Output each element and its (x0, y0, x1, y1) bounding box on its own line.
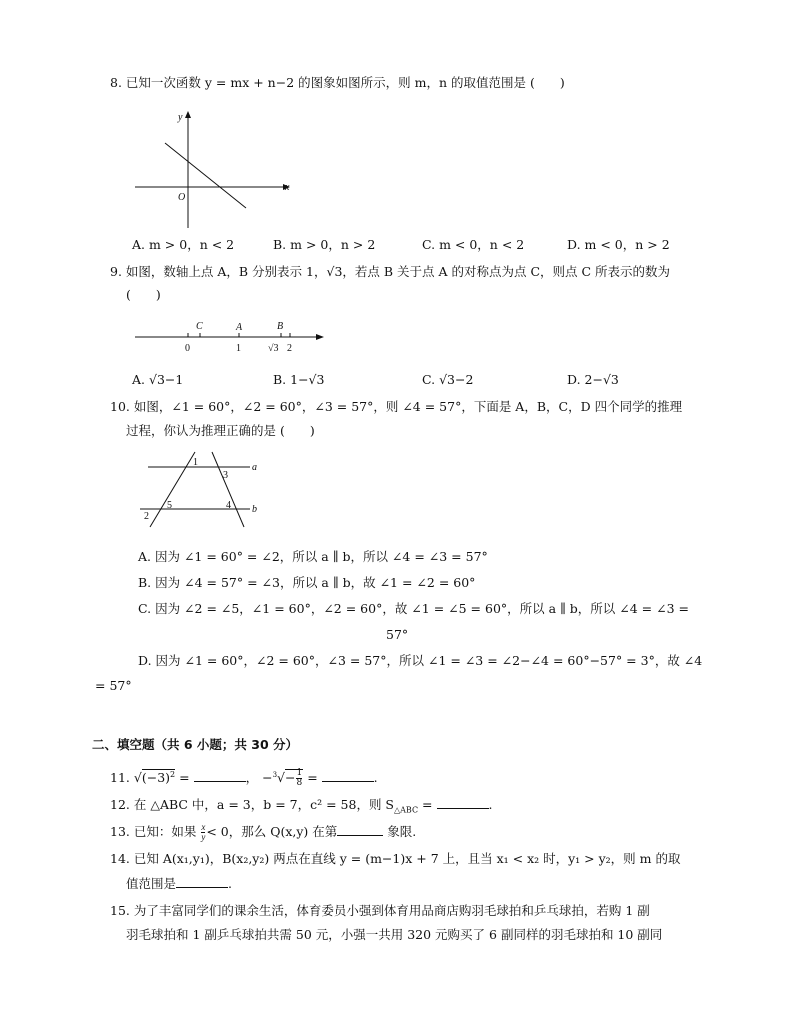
q12 (110, 795, 493, 820)
q10-stem-line2: 过程，你认为推理正确的是 ( ) (126, 423, 315, 438)
q8-option-b: B. m > 0，n > 2 (273, 237, 376, 252)
q10-stem-line1: 10. 如图，∠1 = 60°，∠2 = 60°，∠3 = 57°，则 ∠4 = 57°，下面是 A，B，C，D 四个同学的推理 (110, 399, 683, 414)
q10-right-transversal (212, 452, 244, 527)
q10-option-d-line2: = 57° (95, 678, 132, 693)
q9-paren: ( ) (126, 287, 161, 302)
q8-option-c: C. m < 0，n < 2 (422, 237, 525, 252)
q13 (110, 822, 416, 842)
q11-frac-den: 8 (296, 778, 303, 789)
q11-radicand (142, 769, 175, 785)
q10-angle-4: 4 (226, 500, 231, 511)
q11-root-index: 3 (272, 771, 278, 779)
q12-sub: △ABC (394, 805, 419, 815)
q12-eq: = (418, 797, 433, 812)
q9-c-label: C (196, 321, 203, 332)
q9-option-c: C. √3−2 (422, 372, 474, 387)
q9-a-label: A (236, 322, 243, 333)
q9-option-a: A. √3−1 (132, 372, 184, 387)
q8-origin-label: O (178, 192, 186, 203)
q10-left-transversal (150, 452, 195, 527)
q9-option-d: D. 2−√3 (567, 372, 619, 387)
q11-blank-2[interactable] (322, 768, 374, 782)
q11-number: 11. (110, 770, 130, 786)
q9-label-2: 2 (287, 343, 292, 354)
q10-label-b: b (252, 504, 257, 515)
q11-base: (−3) (141, 770, 171, 786)
q10-angle-2: 2 (144, 511, 149, 522)
q14-blank[interactable] (176, 874, 228, 888)
q8-stem: 8. 已知一次函数 y = mx + n−2 的图象如图所示，则 m，n 的取值范围是 ( ) (110, 75, 565, 90)
q11-exponent: 2 (170, 770, 176, 779)
q13-pre: 13. 已知：如果 (110, 824, 197, 839)
q14-line1: 14. 已知 A(x₁,y₁)，B(x₂,y₂) 两点在直线 y = (m−1)x + 7 上，且当 x₁ < x₂ 时，y₁ > y₂，则 m 的取 (110, 851, 681, 866)
q13-mid: < 0，那么 Q(x,y) 在第 (206, 824, 338, 839)
q10-angle-1: 1 (193, 457, 198, 468)
q13-frac-num: x (201, 822, 206, 832)
q9-label-1: 1 (236, 343, 241, 354)
q10-angle-5: 5 (167, 500, 172, 511)
q11-end: . (373, 770, 378, 786)
q10-option-d-line1: D. 因为 ∠1 = 60°，∠2 = 60°，∠3 = 57°，所以 ∠1 = ∠3 = ∠2−∠4 = 60°−57° = 3°，故 ∠4 (138, 653, 703, 668)
q11-cbrt-radicand: − $\frac{1}{8}$ (285, 768, 303, 789)
q9-option-b: B. 1−√3 (273, 372, 325, 387)
q13-fraction (201, 823, 205, 842)
q8-y-label: y (178, 112, 183, 123)
q13-frac-den: y (201, 832, 206, 842)
q11-eq-1: = (179, 770, 190, 786)
q10-option-c-line2: 57° (386, 627, 409, 642)
q12-blank[interactable] (437, 795, 489, 809)
q10-option-c-line1: C. 因为 ∠2 = ∠5，∠1 = 60°，∠2 = 60°，故 ∠1 = ∠5 = 60°，所以 a ∥ b，所以 ∠4 = ∠3 = (138, 601, 689, 616)
q8-x-label: x (285, 182, 290, 193)
q11-neg: − (262, 770, 273, 786)
q9-label-sqrt3: √3 (268, 343, 279, 354)
q14-line2-pre: 值范围是 (126, 876, 177, 891)
q11-sqrt-sign: √ (133, 770, 142, 786)
q8-option-a: A. m > 0，n < 2 (132, 237, 235, 252)
q11-fraction (296, 769, 302, 788)
q11-frac-num: 1 (296, 768, 303, 779)
q11-blank-1[interactable] (194, 768, 246, 782)
q11-sep: ， (245, 770, 259, 786)
q11-cbrt-sign: √ (277, 770, 285, 786)
q13-blank[interactable] (337, 822, 383, 836)
q10-label-a: a (252, 462, 257, 473)
q14-line2-post: . (228, 876, 232, 891)
q11-eq-2: = (307, 770, 318, 786)
q12-end: . (488, 797, 493, 812)
q13-post: 象限. (387, 824, 417, 839)
q8-option-d: D. m < 0，n > 2 (567, 237, 670, 252)
q15-line2: 羽毛球拍和 1 副乒乓球拍共需 50 元，小强一共用 320 元购买了 6 副同样的羽毛球拍和 10 副同 (126, 927, 663, 942)
section-heading: 二、填空题（共 6 小题；共 30 分） (92, 737, 299, 752)
q10-option-a: A. 因为 ∠1 = 60° = ∠2，所以 a ∥ b，所以 ∠4 = ∠3 = 57° (138, 549, 488, 564)
q15-line1: 15. 为了丰富同学们的课余生活，体育委员小强到体育用品商店购羽毛球拍和乒乓球拍，若购 1 副 (110, 903, 650, 918)
q9-stem: 9. 如图，数轴上点 A，B 分别表示 1，√3，若点 B 关于点 A 的对称点为点 C，则点 C 所表示的数为 (110, 264, 671, 279)
q9-b-label: B (277, 321, 284, 332)
q12-text: 12. 在 △ABC 中，a = 3，b = 7，c² = 58，则 S (110, 797, 394, 812)
q10-option-b: B. 因为 ∠4 = 57° = ∠3，所以 a ∥ b，故 ∠1 = ∠2 = 60° (138, 575, 476, 590)
q9-label-0: 0 (185, 343, 190, 354)
q10-angle-3: 3 (223, 470, 228, 481)
q14-line2 (126, 874, 232, 893)
q11 (110, 766, 378, 788)
